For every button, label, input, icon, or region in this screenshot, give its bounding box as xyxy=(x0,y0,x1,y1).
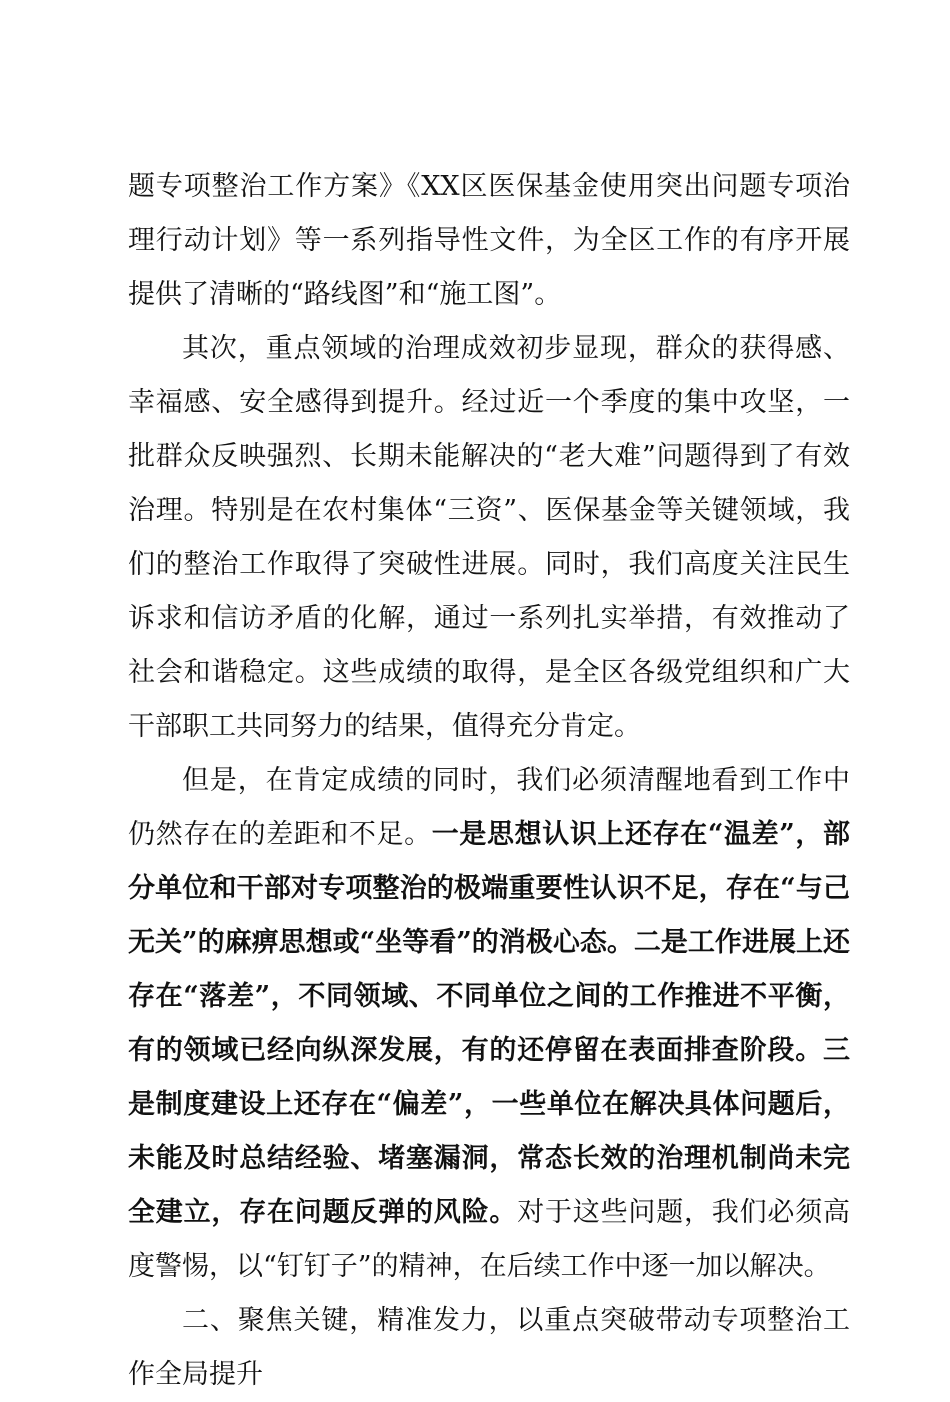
document-body xyxy=(128,160,850,1402)
shortcomings-outro: 对于这些问题，我们必须高度警惕，以“钉钉子”的精神，在后续工作中逐一加以解决。 xyxy=(128,1197,851,1282)
shortcomings-intro: 但是，在肯定成绩的同时，我们必须清醒地看到工作中仍然存在的差距和不足。 xyxy=(128,765,850,850)
section-heading-2: 二、聚焦关键，精准发力，以重点突破带动专项整治工作全局提升 xyxy=(128,1305,850,1390)
paragraph-shortcomings xyxy=(128,754,850,1294)
paragraph-continuation: 题专项整治工作方案》《XX区医保基金使用突出问题专项治理行动计划》等一系列指导性文件，为全区工作的有序开展提供了清晰的“路线图”和“施工图”。 xyxy=(128,171,850,310)
paragraph-achievements: 其次，重点领域的治理成效初步显现，群众的获得感、幸福感、安全感得到提升。经过近一个季度的集中攻坚，一批群众反映强烈、长期未能解决的“老大难”问题得到了有效治理。特别是在农村集体“三资”、医保基金等关键领域，我们的整治工作取得了突破性进展。同时，我们高度关注民生诉求和信访矛盾的化解，通过一系列扎实举措，有效推动了社会和谐稳定。这些成绩的取得，是全区各级党组织和广大干部职工共同努力的结果，值得充分肯定。 xyxy=(128,333,850,742)
shortcomings-bold-points: 一是思想认识上还存在“温差”，部分单位和干部对专项整治的极端重要性认识不足，存在“与己无关”的麻痹思想或“坐等看”的消极心态。二是工作进展上还存在“落差”，不同领域、不同单位之间的工作推进不平衡，有的领域已经向纵深发展，有的还停留在表面排查阶段。三是制度建设上还存在“偏差”，一些单位在解决具体问题后，未能及时总结经验、堵塞漏洞，常态长效的治理机制尚未完全建立，存在问题反弹的风险。 xyxy=(128,819,851,1228)
